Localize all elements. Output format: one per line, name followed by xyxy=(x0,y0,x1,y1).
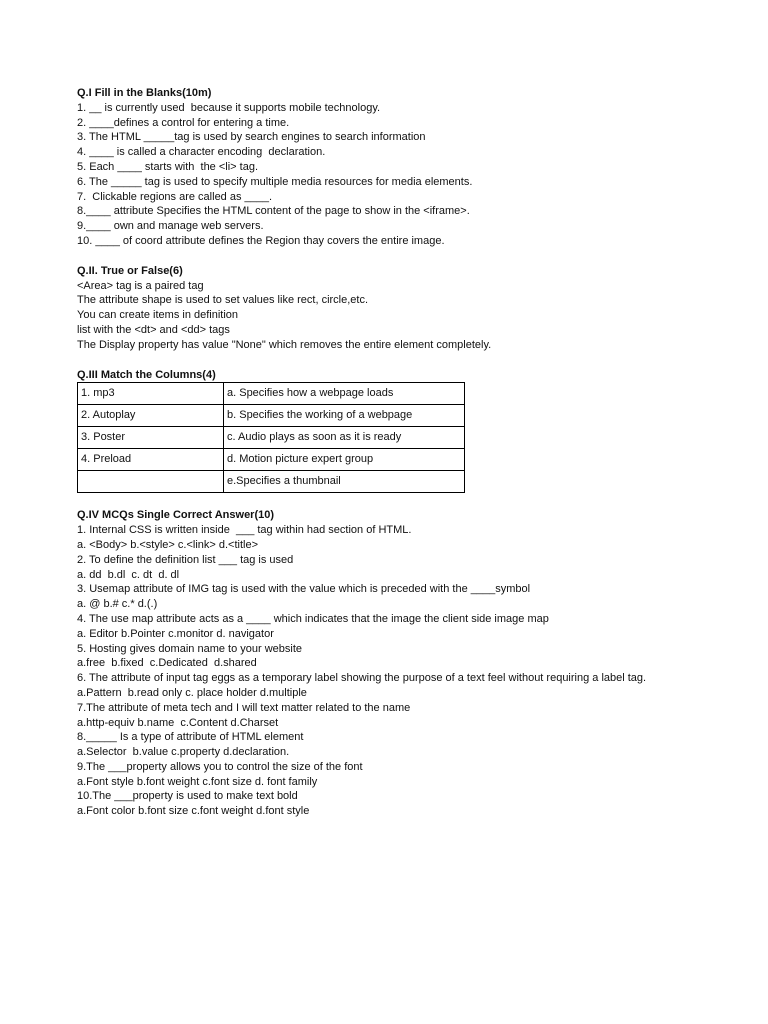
section-2-title: Q.II. True or False(6) xyxy=(77,264,183,277)
mcq-options-10: a.Font color b.font size c.font weight d.font style xyxy=(77,805,310,818)
table-row xyxy=(78,471,465,493)
table-cell-right: c. Audio plays as soon as it is ready xyxy=(224,427,465,449)
mcq-question-2: 2. To define the definition list ___ tag is used xyxy=(77,553,294,566)
true-false-item-2: The attribute shape is used to set values like rect, circle,etc. xyxy=(77,294,369,307)
document-page xyxy=(77,86,677,819)
mcq-options-4: a. Editor b.Pointer c.monitor d. navigator xyxy=(77,627,274,640)
fill-blank-1: 1. __ is currently used because it supports mobile technology. xyxy=(77,101,381,114)
section-4-title: Q.IV MCQs Single Correct Answer(10) xyxy=(77,509,275,522)
mcq-options-5: a.free b.fixed c.Dedicated d.shared xyxy=(77,657,257,670)
table-row xyxy=(78,449,465,471)
fill-blank-2: 2. ____defines a control for entering a time. xyxy=(77,116,290,129)
mcq-question-9: 9.The ___property allows you to control the size of the font xyxy=(77,760,363,773)
table-cell-left: 2. Autoplay xyxy=(78,405,224,427)
fill-blank-10: 10. ____ of coord attribute defines the Region thay covers the entire image. xyxy=(77,234,445,247)
mcq-options-1: a. <Body> b.<style> c.<link> d.<title> xyxy=(77,538,259,551)
spacer xyxy=(77,353,677,368)
table-row xyxy=(78,405,465,427)
mcq-options-7: a.http-equiv b.name c.Content d.Charset xyxy=(77,716,279,729)
mcq-options-3: a. @ b.# c.* d.(.) xyxy=(77,598,158,611)
mcq-question-3: 3. Usemap attribute of IMG tag is used with the value which is preceded with the ____symbol xyxy=(77,583,531,596)
fill-blank-5: 5. Each ____ starts with the <li> tag. xyxy=(77,160,258,173)
mcq-question-4: 4. The use map attribute acts as a ____ which indicates that the image the client side image map xyxy=(77,612,549,625)
true-false-item-3: You can create items in definition xyxy=(77,309,239,322)
true-false-item-4: list with the <dt> and <dd> tags xyxy=(77,323,230,336)
fill-blank-8: 8.____ attribute Specifies the HTML content of the page to show in the <iframe>. xyxy=(77,205,470,218)
table-cell-right: e.Specifies a thumbnail xyxy=(224,471,465,493)
table-cell-right: d. Motion picture expert group xyxy=(224,449,465,471)
mcq-options-6: a.Pattern b.read only c. place holder d.multiple xyxy=(77,686,307,699)
true-false-item-5: The Display property has value "None" which removes the entire element completely. xyxy=(77,338,492,351)
mcq-options-9: a.Font style b.font weight c.font size d. font family xyxy=(77,775,318,788)
mcq-options-2: a. dd b.dl c. dt d. dl xyxy=(77,568,180,581)
spacer xyxy=(77,249,677,264)
mcq-options-8: a.Selector b.value c.property d.declaration. xyxy=(77,746,290,759)
fill-blank-6: 6. The _____ tag is used to specify multiple media resources for media elements. xyxy=(77,175,473,188)
table-cell-right: b. Specifies the working of a webpage xyxy=(224,405,465,427)
section-3-title: Q.III Match the Columns(4) xyxy=(77,368,216,381)
mcq-question-5: 5. Hosting gives domain name to your website xyxy=(77,642,303,655)
table-cell-right: a. Specifies how a webpage loads xyxy=(224,383,465,405)
mcq-question-6: 6. The attribute of input tag eggs as a temporary label showing the purpose of a text feel without requiring a label tag. xyxy=(77,672,647,685)
table-cell-left: 4. Preload xyxy=(78,449,224,471)
mcq-question-1: 1. Internal CSS is written inside ___ tag within had section of HTML. xyxy=(77,524,412,537)
section-1-title: Q.I Fill in the Blanks(10m) xyxy=(77,87,212,99)
mcq-question-8: 8._____ Is a type of attribute of HTML element xyxy=(77,731,304,744)
fill-blank-7: 7. Clickable regions are called as ____. xyxy=(77,190,273,203)
table-cell-left: 3. Poster xyxy=(78,427,224,449)
table-row xyxy=(78,427,465,449)
true-false-item-1: <Area> tag is a paired tag xyxy=(77,279,204,292)
spacer xyxy=(77,493,677,508)
fill-blank-4: 4. ____ is called a character encoding declaration. xyxy=(77,146,326,159)
mcq-question-7: 7.The attribute of meta tech and I will text matter related to the name xyxy=(77,701,411,714)
table-cell-left xyxy=(78,471,224,493)
fill-blank-3: 3. The HTML _____tag is used by search engines to search information xyxy=(77,131,426,144)
match-columns-table xyxy=(77,382,465,493)
fill-blank-9: 9.____ own and manage web servers. xyxy=(77,220,264,233)
mcq-question-10: 10.The ___property is used to make text bold xyxy=(77,790,298,803)
table-cell-left: 1. mp3 xyxy=(78,383,224,405)
table-row xyxy=(78,383,465,405)
